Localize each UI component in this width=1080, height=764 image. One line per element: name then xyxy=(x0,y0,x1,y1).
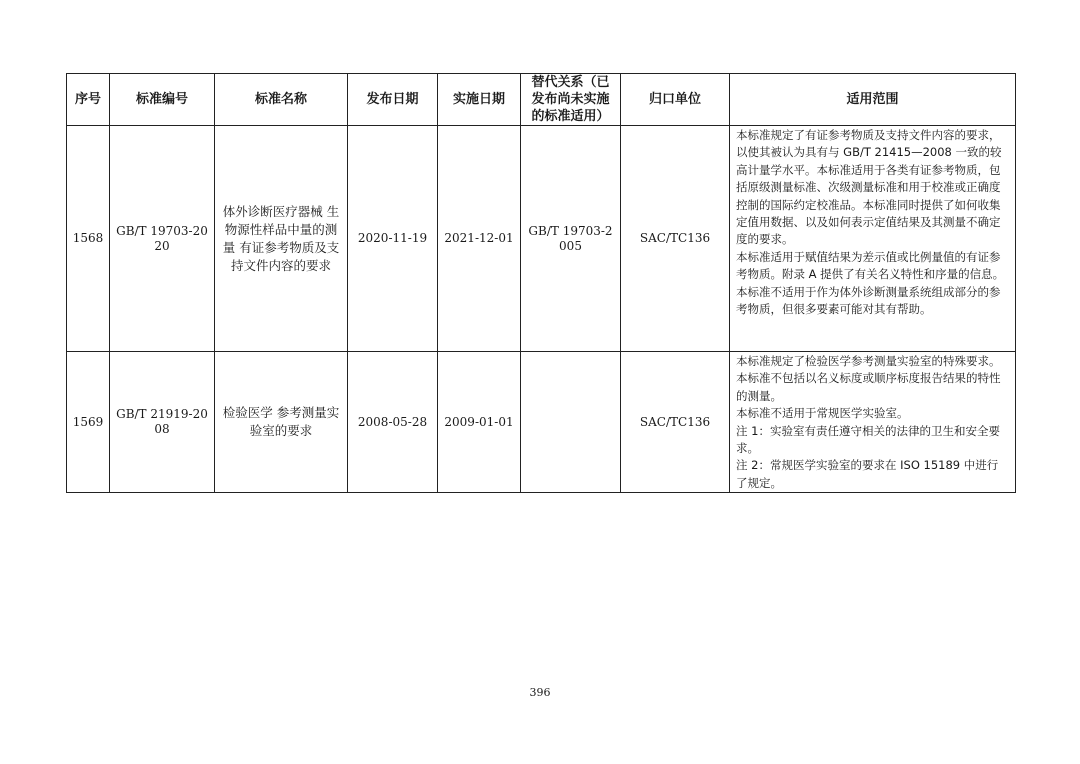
row-unit: SAC/TC136 xyxy=(621,352,730,493)
table-row xyxy=(67,126,1016,352)
page-number: 396 xyxy=(529,686,551,699)
row-seq: 1569 xyxy=(67,352,110,493)
header-publish-date: 发布日期 xyxy=(348,74,438,126)
header-seq: 序号 xyxy=(67,74,110,126)
scope-paragraph: 本标准规定了有证参考物质及支持文件内容的要求，以使其被认为具有与 GB/T 21415—2008 一致的较高计量学水平。本标准适用于各类有证参考物质，包括原级测量标准、次级测量标准和用于校准或正确度控制的国际约定校准品。本标准同时提供了如何收集定值用数据、以及如何表示定值结果及其测量不确定度的要求。 xyxy=(736,128,1002,247)
table-row xyxy=(67,352,1016,493)
header-scope: 适用范围 xyxy=(730,74,1016,126)
header-code: 标准编号 xyxy=(110,74,215,126)
row-seq: 1568 xyxy=(67,126,110,352)
scope-paragraph: 注 2：常规医学实验室的要求在 ISO 15189 中进行了规定。 xyxy=(736,458,999,490)
row-replace: GB/T 19703-2005 xyxy=(521,126,621,352)
table-header-row xyxy=(67,74,1016,126)
row-publish-date: 2008-05-28 xyxy=(348,352,438,493)
row-name: 检验医学 参考测量实验室的要求 xyxy=(215,352,348,493)
row-implement-date: 2009-01-01 xyxy=(438,352,521,493)
standards-table xyxy=(66,73,1016,493)
scope-paragraph: 本标准适用于赋值结果为差示值或比例量值的有证参考物质。附录 A 提供了有关名义特性和序量的信息。 xyxy=(736,249,1005,282)
row-scope xyxy=(730,352,1016,493)
scope-paragraph: 本标准规定了检验医学参考测量实验室的特殊要求。本标准不包括以名义标度或顺序标度报告结果的特性的测量。 xyxy=(736,354,1001,403)
scope-paragraph: 本标准不适用于常规医学实验室。 xyxy=(736,406,909,421)
scope-paragraph: 本标准不适用于作为体外诊断测量系统组成部分的参考物质，但很多要素可能对其有帮助。 xyxy=(736,284,1001,317)
row-code: GB/T 19703-2020 xyxy=(110,126,215,352)
row-scope xyxy=(730,126,1016,352)
header-unit: 归口单位 xyxy=(621,74,730,126)
row-replace xyxy=(521,352,621,493)
row-publish-date: 2020-11-19 xyxy=(348,126,438,352)
header-replace: 替代关系（已发布尚未实施的标准适用） xyxy=(521,74,621,126)
row-unit: SAC/TC136 xyxy=(621,126,730,352)
row-code: GB/T 21919-2008 xyxy=(110,352,215,493)
header-name: 标准名称 xyxy=(215,74,348,126)
scope-paragraph: 注 1：实验室有责任遵守相关的法律的卫生和安全要求。 xyxy=(736,423,1000,456)
row-name: 体外诊断医疗器械 生物源性样品中量的测量 有证参考物质及支持文件内容的要求 xyxy=(215,126,348,352)
row-implement-date: 2021-12-01 xyxy=(438,126,521,352)
header-implement-date: 实施日期 xyxy=(438,74,521,126)
